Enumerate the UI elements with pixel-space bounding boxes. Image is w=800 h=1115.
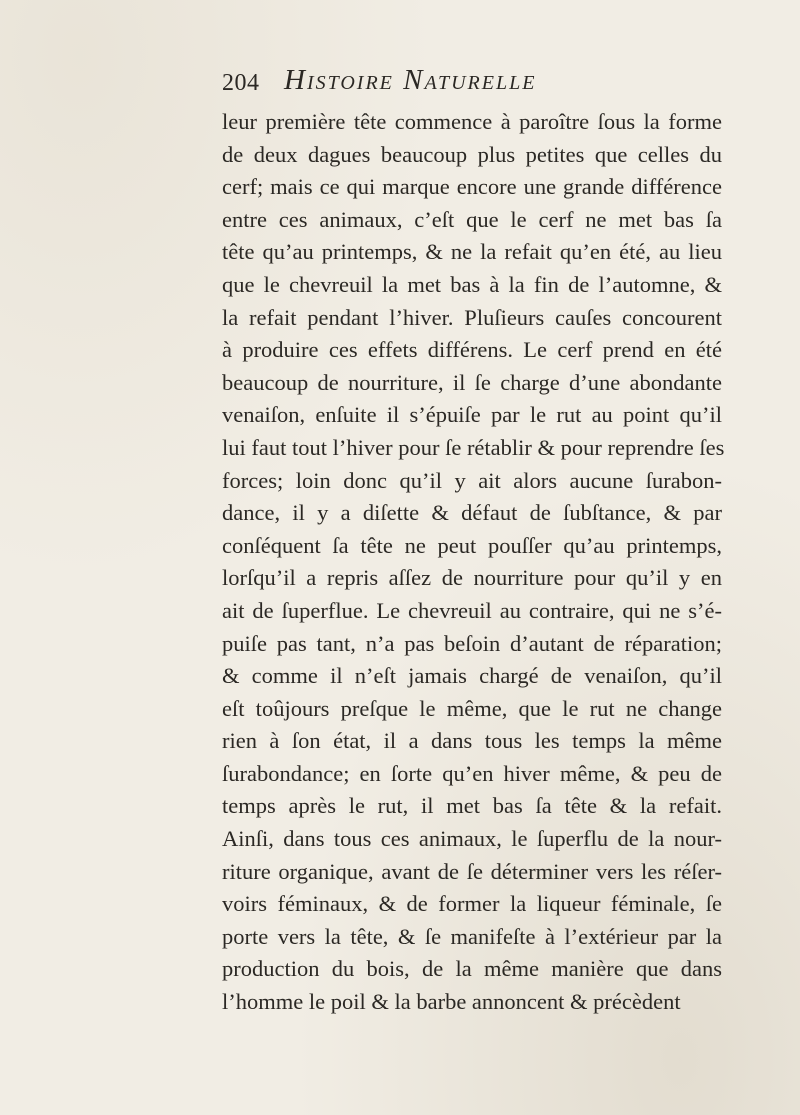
text-line: forces; loin donc qu’il y ait alors aucune ſurabon- <box>222 467 722 493</box>
text-line: voirs féminaux, & de former la liqueur féminale, ſe <box>222 891 722 917</box>
text-line: la refait pendant l’hiver. Pluſieurs cauſes concourent <box>222 304 722 330</box>
text-line: ſurabondance; en ſorte qu’en hiver même, & peu de <box>222 760 722 786</box>
text-line: production du bois, de la même manière que dans <box>222 956 722 982</box>
text-line: entre ces animaux, c’eſt que le cerf ne met bas ſa <box>222 206 722 232</box>
text-line: conſéquent ſa tête ne peut pouſſer qu’au printemps, <box>222 532 722 558</box>
text-line: leur première tête commence à paroître ſous la forme <box>222 109 722 134</box>
page-header <box>222 64 702 104</box>
text-line: cerf; mais ce qui marque encore une grande différence <box>222 174 722 200</box>
text-line: puiſe pas tant, n’a pas beſoin d’autant de réparation; <box>222 630 722 656</box>
text-line: l’homme le poil & la barbe annoncent & précèdent <box>222 989 681 1015</box>
text-line: lorſqu’il a repris aſſez de nourriture pour qu’il y en <box>222 565 722 591</box>
text-line: & comme il n’eſt jamais chargé de venaiſon, qu’il <box>222 663 722 689</box>
text-line: tête qu’au printemps, & ne la refait qu’en été, au lieu <box>222 239 722 265</box>
text-line: dance, il y a diſette & défaut de ſubſtance, & par <box>222 500 722 526</box>
text-line: porte vers la tête, & ſe manifeſte à l’extérieur par la <box>222 923 722 949</box>
text-line: rien à ſon état, il a dans tous les temps la même <box>222 728 722 754</box>
text-line: venaiſon, enſuite il s’épuiſe par le rut au point qu’il <box>222 402 722 428</box>
text-line: à produire ces effets différens. Le cerf prend en été <box>222 337 722 363</box>
page-number: 204 <box>222 70 260 96</box>
running-title: Histoire Naturelle <box>284 64 537 96</box>
text-line: ait de ſuperflue. Le chevreuil au contraire, qui ne s’é- <box>222 597 722 623</box>
body-text <box>222 106 725 1019</box>
text-line: de deux dagues beaucoup plus petites que celles du <box>222 141 722 167</box>
text-line: eſt toûjours preſque le même, que le rut ne change <box>222 695 722 721</box>
text-line: riture organique, avant de ſe déterminer vers les réſer- <box>222 858 722 884</box>
text-line: beaucoup de nourriture, il ſe charge d’une abondante <box>222 369 722 395</box>
text-line: Ainſi, dans tous ces animaux, le ſuperflu de la nour- <box>222 826 722 852</box>
text-line: que le chevreuil la met bas à la fin de l’automne, & <box>222 271 722 297</box>
text-line: temps après le rut, il met bas ſa tête & la refait. <box>222 793 722 819</box>
text-line: lui faut tout l’hiver pour ſe rétablir & pour reprendre ſes <box>222 434 725 460</box>
